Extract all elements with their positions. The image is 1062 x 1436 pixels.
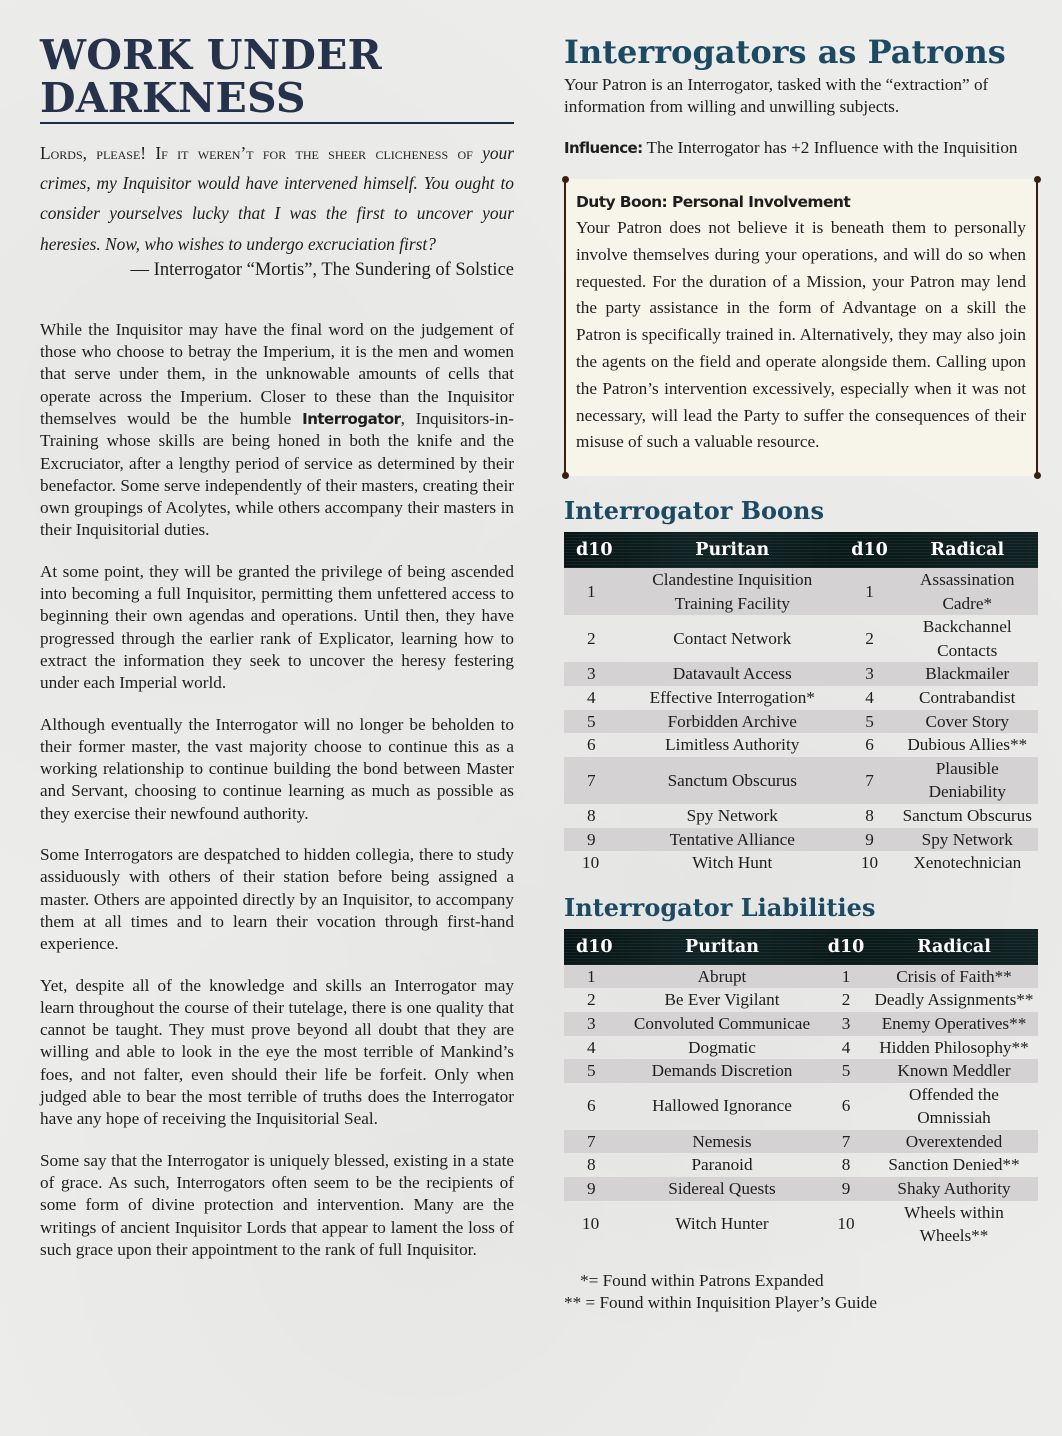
epigraph-quote: [40, 138, 514, 259]
entry-radical: Known Meddler: [897, 1061, 1011, 1081]
roll-radical: 10: [860, 853, 879, 873]
roll-puritan: 3: [587, 664, 596, 684]
roll-radical: 4: [865, 687, 874, 707]
entry-puritan: Limitless Authority: [665, 735, 800, 755]
roll-puritan: 9: [587, 829, 596, 849]
paragraph-text: , Inquisitors-in-Training whose skills are being honed in both the knife and the Excruciator, after a lengthy period of service as determined by their benefactor. Some serve independently of their masters, creating their own groupings of Acolytes, while others accompany their masters in their Inquisitorial duties.: [40, 409, 515, 540]
influence-label: Influence:: [564, 139, 643, 157]
paragraph-text: While the Inquisitor may have the final word on the judgement of those who choose to betray the Imperium, it is the men and women that serve under them, in the unknowable amounts of cells that operate across the Imperium. Closer to these than the Inquisitor themselves would be the humble: [40, 319, 514, 428]
roll-puritan: 10: [582, 1214, 600, 1234]
table-row: [564, 804, 1038, 828]
table-row: [564, 1083, 1038, 1130]
roll-radical: 6: [841, 1096, 851, 1116]
footnote: ** = Found within Inquisition Player’s Guide: [564, 1293, 878, 1313]
roll-puritan: 10: [582, 853, 600, 873]
entry-puritan: Datavault Access: [672, 664, 792, 684]
header-puritan: Puritan: [685, 936, 759, 957]
duty-boon-title: Duty Boon: Personal Involvement: [576, 193, 851, 211]
roll-radical: 6: [865, 735, 874, 755]
entry-puritan: Tentative Alliance: [669, 829, 795, 849]
quote-attribution: — Interrogator “Mortis”, The Sundering of Solstice: [130, 259, 514, 280]
body-paragraph: Some Interrogators are despatched to hidden collegia, there to study assiduously with others of their station before being assigned a master. Others are appointed directly by an Inquisitor, to accompany them at all times and to learn their vocation through first-hand experience.: [40, 845, 514, 954]
footnotes: [564, 1270, 1038, 1315]
roll-puritan: 6: [587, 1096, 596, 1116]
entry-radical: Enemy Operatives**: [881, 1013, 1027, 1033]
quote-italic: your crimes, my Inquisitor would have intervened himself. You ought to consider yourselves lucky that I was the first to uncover your heresies. Now, who wishes to undergo excruciation first?: [40, 143, 514, 254]
table-row: [564, 686, 1038, 710]
roll-puritan: 5: [587, 711, 596, 731]
entry-radical: Sanctum Obscurus: [902, 805, 1032, 825]
box-rail-right: [1036, 179, 1038, 476]
roll-puritan: 2: [587, 628, 596, 648]
entry-radical: Spy Network: [921, 829, 1013, 849]
entry-puritan: Abrupt: [697, 966, 747, 986]
entry-puritan: Sanctum Obscurus: [667, 770, 797, 790]
roll-puritan: 3: [587, 1013, 596, 1033]
bold-term: Interrogator: [302, 410, 401, 428]
entry-puritan: Witch Hunt: [692, 853, 773, 873]
table-row: [564, 1036, 1038, 1060]
table-row: [564, 710, 1038, 734]
footnote: *= Found within Patrons Expanded: [580, 1270, 824, 1290]
roll-radical: 8: [841, 1155, 851, 1175]
table-row: [564, 1153, 1038, 1177]
entry-puritan: Be Ever Vigilant: [664, 990, 780, 1010]
table-row: [564, 733, 1038, 757]
header-d10: d10: [827, 936, 865, 957]
roll-radical: 5: [865, 711, 874, 731]
roll-radical: 1: [841, 966, 851, 986]
roll-puritan: 5: [587, 1061, 596, 1081]
table-row: [564, 757, 1038, 804]
roll-radical: 8: [865, 805, 874, 825]
roll-puritan: 9: [587, 1179, 596, 1199]
section-title-liabilities: Interrogator Liabilities: [564, 892, 876, 922]
entry-radical: Xenotechnician: [913, 853, 1022, 873]
entry-puritan: Convoluted Communicae: [633, 1013, 811, 1033]
entry-radical: Hidden Philosophy**: [879, 1037, 1029, 1057]
header-d10: d10: [576, 936, 613, 957]
entry-puritan: Sidereal Quests: [668, 1179, 776, 1199]
roll-puritan: 4: [587, 1037, 596, 1057]
roll-puritan: 6: [587, 735, 596, 755]
entry-puritan: Spy Network: [686, 805, 778, 825]
roll-puritan: 1: [587, 966, 596, 986]
body-paragraph: Yet, despite all of the knowledge and skills an Interrogator may learn throughout the course of their tutelage, there is one quality that cannot be taught. They must prove beyond all doubt that they are willing and able to look in the eye the most terrible of Mankind’s foes, and not falter, even should their life be forfeit. Only when judged able to bear the most terrible of truths does the Interrogator have any hope of receiving the Inquisitorial Seal.: [40, 975, 514, 1129]
entry-radical: Overextended: [905, 1131, 1003, 1151]
body-paragraph: At some point, they will be granted the privilege of being ascended into becoming a full Inquisitor, permitting them unfettered access to beginning their own agendas and operations. Until then, they have progressed through the earlier rank of Explicator, learning how to extract the information they seek to uncover the heresy festering under each Imperial world.: [40, 561, 514, 693]
rail-endcap-dot: [562, 176, 569, 183]
duty-boon-text: Your Patron does not believe it is beneath them to personally involve themselves during your operations, and will do so when requested. For the duration of a Mission, your Patron may lend the party assistance in the form of Advantage on a skill the Patron is specifically trained in. Alternatively, they may also join the agents on the field and operate alongside them. Calling upon the Patron’s intervention excessively, especially when it was not necessary, will lead the Party to suffer the consequences of their misuse of such a valuable resource.: [576, 218, 1026, 452]
entry-radical: Wheels within Wheels**: [904, 1202, 1004, 1246]
rail-endcap-dot: [1034, 472, 1041, 479]
entry-radical: Assassination Cadre*: [919, 570, 1015, 613]
patron-intro: Your Patron is an Interrogator, tasked with the “extraction” of information from willing and unwilling subjects.: [564, 75, 989, 116]
roll-radical: 4: [841, 1037, 851, 1057]
table-row: [564, 1130, 1038, 1154]
entry-puritan: Effective Interrogation*: [649, 687, 815, 707]
table-row: [564, 828, 1038, 852]
roll-puritan: 8: [587, 1155, 596, 1175]
roll-radical: 7: [841, 1131, 851, 1151]
body-paragraph: Some say that the Interrogator is uniquely blessed, existing in a state of grace. As such, Interrogators often seem to be the recipients of some form of divine protection and intervention. Many are the writings of ancient Inquisitor Lords that appear to lament the loss of such grace upon their appointment to the rank of full Inquisitor.: [40, 1150, 514, 1259]
section-title-boons: Interrogator Boons: [564, 496, 825, 525]
entry-puritan: Forbidden Archive: [667, 711, 797, 731]
entry-radical: Sanction Denied**: [888, 1155, 1020, 1175]
table-row: [564, 851, 1038, 875]
body-paragraph: Although eventually the Interrogator will no longer be beholden to their former master, the vast majority choose to continue this as a working relationship to continue building the bond between Master and Servant, choosing to continue learning as much as possible as they exercise their newfound authority.: [40, 714, 514, 823]
entry-radical: Contrabandist: [919, 687, 1016, 707]
header-d10: d10: [576, 540, 613, 560]
header-radical: Radical: [917, 936, 991, 957]
entry-radical: Shaky Authority: [897, 1179, 1011, 1199]
roll-puritan: 7: [587, 1131, 596, 1151]
duty-boon-box: [564, 179, 1038, 476]
entry-puritan: Contact Network: [673, 628, 792, 648]
roll-radical: 2: [865, 628, 874, 648]
right-column: [564, 32, 1038, 1315]
header-puritan: Puritan: [695, 540, 770, 560]
table-row: [564, 965, 1038, 989]
roll-radical: 10: [837, 1214, 855, 1234]
entry-puritan: Nemesis: [692, 1131, 752, 1151]
roll-radical: 2: [841, 990, 851, 1010]
table-row: [564, 1012, 1038, 1036]
roll-radical: 7: [865, 770, 874, 790]
entry-puritan: Witch Hunter: [675, 1214, 769, 1234]
header-radical: Radical: [930, 540, 1005, 560]
table-header-row: [564, 929, 1038, 965]
box-rail-left: [564, 179, 566, 476]
entry-radical: Plausible Deniability: [928, 758, 1006, 802]
roll-radical: 1: [865, 581, 874, 601]
roll-radical: 5: [841, 1061, 851, 1081]
influence-line: [564, 137, 1038, 159]
body-paragraph: [40, 319, 514, 542]
entry-radical: Dubious Allies**: [907, 735, 1028, 755]
roll-puritan: 8: [587, 805, 596, 825]
table-row: [564, 662, 1038, 686]
entry-radical: Offended the Omnissiah: [909, 1084, 999, 1128]
table-row: [564, 1059, 1038, 1083]
roll-radical: 9: [865, 829, 874, 849]
table-row: [564, 568, 1038, 615]
title-line-1: WORK UNDER: [40, 31, 382, 79]
roll-radical: 3: [865, 664, 874, 684]
page-title: [40, 31, 514, 124]
roll-radical: 3: [841, 1013, 851, 1033]
rail-endcap-dot: [1034, 176, 1041, 183]
roll-radical: 9: [841, 1179, 851, 1199]
entry-puritan: Dogmatic: [688, 1037, 756, 1057]
entry-puritan: Demands Discretion: [651, 1061, 793, 1081]
table-row: [564, 1201, 1038, 1248]
table-row: [564, 615, 1038, 662]
entry-puritan: Hallowed Ignorance: [652, 1096, 792, 1116]
roll-puritan: 4: [587, 687, 596, 707]
entry-radical: Deadly Assignments**: [874, 990, 1034, 1010]
left-column: [40, 31, 515, 1280]
section-title-patrons: Interrogators as Patrons: [564, 33, 1006, 71]
table-header-row: [564, 532, 1038, 568]
table-row: [564, 988, 1038, 1012]
entry-radical: Crisis of Faith**: [896, 966, 1012, 986]
table-row: [564, 1177, 1038, 1201]
rail-endcap-dot: [562, 472, 569, 479]
entry-puritan: Clandestine Inquisition Training Facility: [652, 570, 813, 613]
roll-puritan: 7: [587, 770, 596, 790]
entry-radical: Blackmailer: [925, 664, 1010, 684]
header-d10: d10: [851, 540, 888, 560]
roll-puritan: 1: [587, 581, 596, 601]
liabilities-table: [564, 929, 1038, 1248]
entry-radical: Cover Story: [925, 711, 1010, 731]
entry-puritan: Paranoid: [691, 1155, 753, 1175]
roll-puritan: 2: [587, 990, 596, 1010]
title-line-2: DARKNESS: [40, 74, 306, 122]
entry-radical: Backchannel Contacts: [922, 617, 1012, 660]
boons-table: [564, 532, 1038, 875]
quote-smallcaps: Lords, please! If it weren’t for the sheer clicheness of: [40, 143, 473, 163]
influence-text: The Interrogator has +2 Influence with the Inquisition: [642, 138, 1018, 157]
